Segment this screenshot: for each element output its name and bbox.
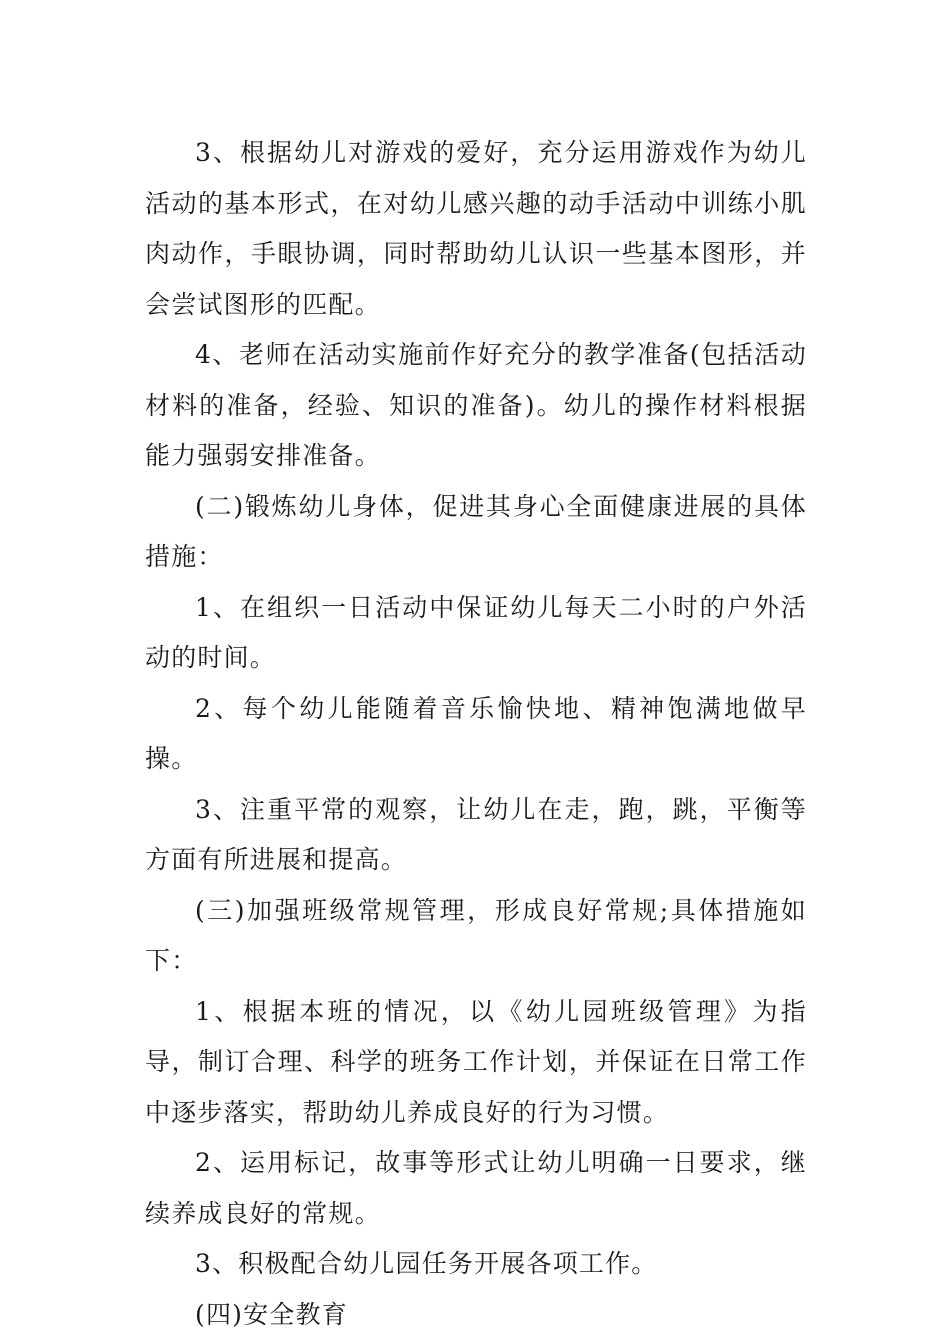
paragraph-morning-exercise: 2、每个幼儿能随着音乐愉快地、精神饱满地做早操。 (145, 693, 807, 773)
section-heading-class-management: (三)加强班级常规管理，形成良好常规;具体措施如下： (145, 895, 807, 975)
paragraph-observation: 3、注重平常的观察，让幼儿在走，跑，跳，平衡等方面有所进展和提高。 (145, 794, 807, 874)
paragraph-outdoor-activity: 1、在组织一日活动中保证幼儿每天二小时的户外活动的时间。 (145, 592, 807, 672)
document-body (145, 128, 807, 1340)
paragraph-work-plan: 1、根据本班的情况，以《幼儿园班级管理》为指导，制订合理、科学的班务工作计划，并保证在日常工作中逐步落实，帮助幼儿养成良好的行为习惯。 (145, 996, 807, 1127)
section-heading-safety-education: (四)安全教育 (195, 1299, 348, 1329)
paragraph-play-activities: 3、根据幼儿对游戏的爱好，充分运用游戏作为幼儿活动的基本形式，在对幼儿感兴趣的动手活动中训练小肌肉动作，手眼协调，同时帮助幼儿认识一些基本图形，并会尝试图形的匹配。 (145, 138, 807, 319)
section-heading-physical-exercise: (二)锻炼幼儿身体，促进其身心全面健康进展的具体措施： (145, 491, 807, 571)
paragraph-routine-habits: 2、运用标记，故事等形式让幼儿明确一日要求，继续养成良好的常规。 (145, 1148, 807, 1228)
paragraph-cooperation: 3、积极配合幼儿园任务开展各项工作。 (195, 1249, 658, 1278)
paragraph-teacher-preparation: 4、老师在活动实施前作好充分的教学准备(包括活动材料的准备，经验、知识的准备)。幼儿的操作材料根据能力强弱安排准备。 (145, 340, 807, 470)
